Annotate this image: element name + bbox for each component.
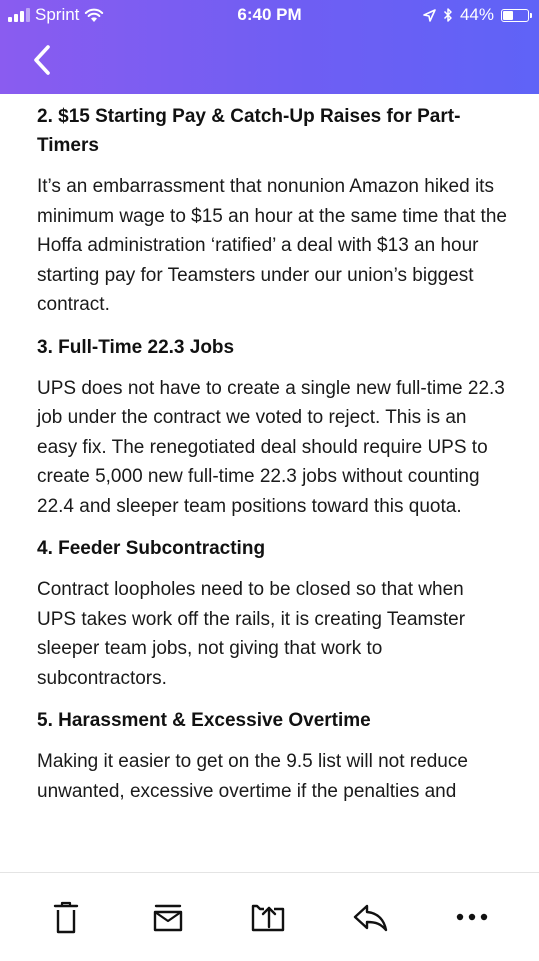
bottom-toolbar	[0, 872, 539, 961]
bluetooth-icon	[443, 7, 453, 23]
delete-button[interactable]	[46, 897, 86, 937]
reply-button[interactable]	[350, 897, 390, 937]
reply-icon	[350, 897, 390, 937]
section-heading: 4. Feeder Subcontracting	[37, 538, 266, 559]
section-heading: 3. Full-Time 22.3 Jobs	[37, 336, 235, 358]
more-button[interactable]	[452, 897, 492, 937]
section-paragraph: It’s an embarrassment that nonunion Amazon hiked its minimum wage to $15 an hour at the same time that the Hoffa administration ‘ratified’ a deal with $13 an hour starting pay for Teamsters under our union’s biggest contract.	[37, 176, 507, 315]
move-button[interactable]	[248, 897, 288, 937]
message-body	[37, 96, 507, 819]
archive-button[interactable]	[148, 897, 188, 937]
section-3	[37, 333, 507, 522]
section-paragraph: Making it easier to get on the 9.5 list will not reduce unwanted, excessive overtime if the penalties and	[37, 751, 468, 802]
back-button[interactable]	[26, 40, 62, 80]
carrier-label: Sprint	[35, 5, 80, 24]
section-heading: 5. Harassment & Excessive Overtime	[37, 710, 371, 731]
battery-fill	[503, 11, 513, 20]
battery-percent: 44%	[459, 5, 494, 24]
move-to-folder-icon	[248, 897, 288, 937]
status-bar	[0, 0, 539, 32]
trash-icon	[46, 897, 86, 937]
app-header	[0, 0, 539, 94]
location-arrow-icon	[423, 9, 436, 22]
more-icon	[452, 897, 492, 937]
section-heading: 2. $15 Starting Pay & Catch-Up Raises for Part-Timers	[37, 106, 461, 156]
section-paragraph: UPS does not have to create a single new full-time 22.3 job under the contract we voted to reject. This is an easy fix. The renegotiated deal should require UPS to create 5,000 new full-time 22.3 jobs without counting 22.4 and sleeper team positions toward this quota.	[37, 377, 505, 517]
battery-icon	[501, 9, 529, 22]
status-time: 6:40 PM	[237, 5, 302, 24]
chevron-left-icon	[26, 40, 62, 80]
section-paragraph: Contract loopholes need to be closed so that when UPS takes work off the rails, it is creating Teamster sleeper team jobs, not giving that work to subcontractors.	[37, 579, 466, 689]
archive-icon	[148, 897, 188, 937]
section-2	[37, 102, 507, 320]
section-5	[37, 706, 507, 806]
status-right	[423, 5, 529, 25]
section-4	[37, 534, 507, 693]
